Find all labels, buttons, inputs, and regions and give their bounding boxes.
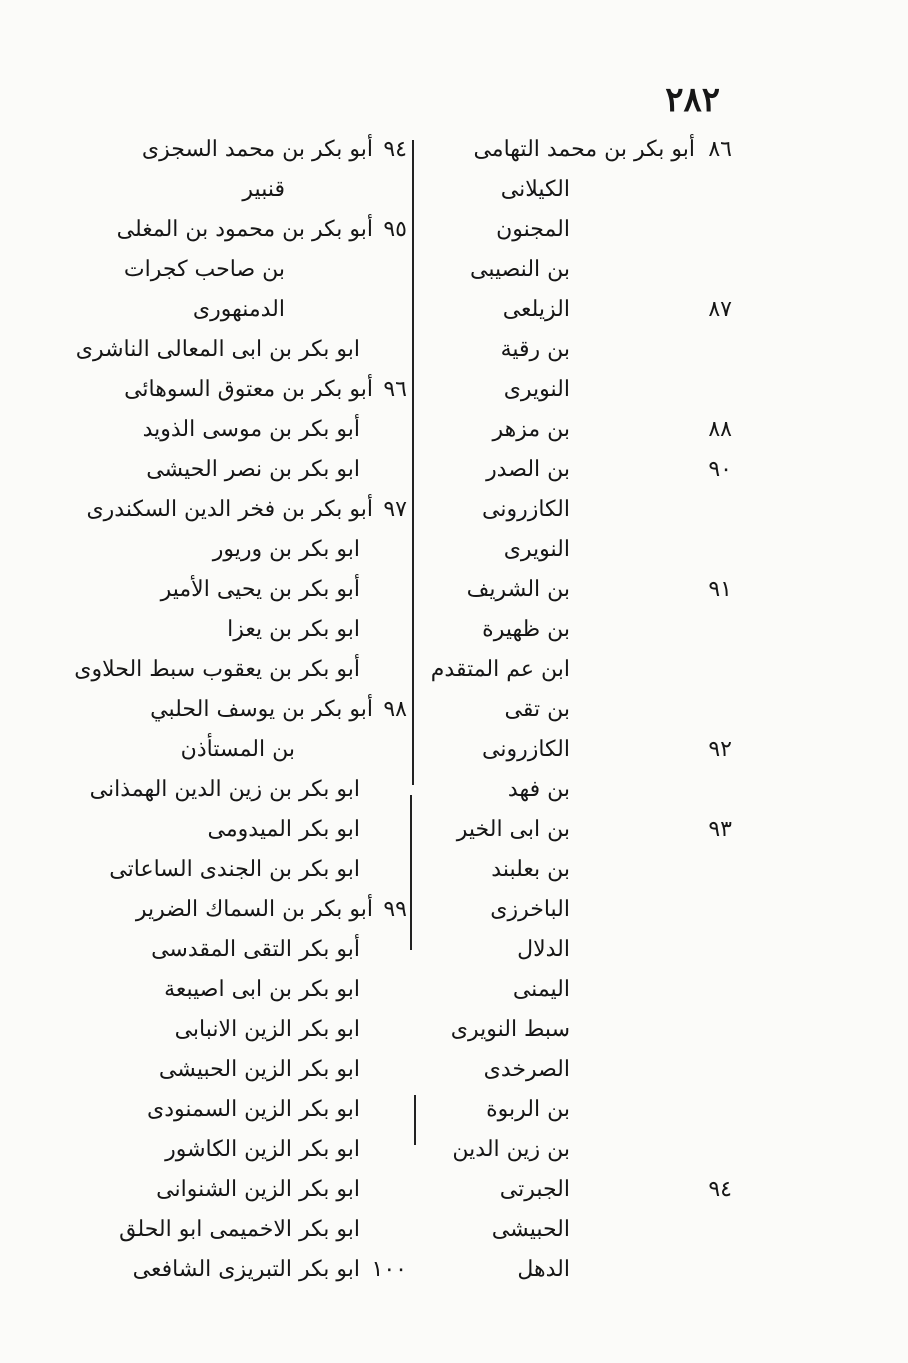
list-item	[440, 1250, 740, 1290]
entry-text: الكازرونى	[482, 737, 570, 762]
list-item	[70, 130, 415, 170]
entry-number: ٩٤	[383, 137, 407, 162]
list-item	[70, 770, 415, 810]
list-item	[440, 730, 740, 770]
entry-number: ٩٠	[708, 457, 732, 482]
entry-text: بن فهد	[507, 777, 570, 802]
entry-text: النويرى	[503, 377, 570, 402]
entry-text: الباخرزى	[490, 897, 570, 922]
entry-text: بن تقى	[504, 697, 570, 722]
entry-text: ابو بكر بن زين الدين الهمذانى	[89, 777, 360, 802]
entry-text: ابو بكر بن الجندى الساعاتى	[109, 857, 360, 882]
list-item	[70, 850, 415, 890]
list-item	[70, 570, 415, 610]
list-item	[440, 170, 740, 210]
entry-text: أبو بكر بن يحيى الأمير	[160, 577, 360, 602]
list-item	[440, 210, 740, 250]
list-item	[440, 1090, 740, 1130]
entry-text: ابو بكر الزين الكاشور	[165, 1137, 360, 1162]
list-item	[440, 490, 740, 530]
entry-text: أبو بكر بن السماك الضرير	[135, 897, 373, 922]
entry-text: ابو بكر الزين الشنوانى	[156, 1177, 360, 1202]
entry-text: ابو بكر التبريزى الشافعى	[132, 1257, 360, 1282]
entry-text: بن صاحب كجرات	[123, 257, 285, 282]
list-item	[70, 1010, 415, 1050]
entry-text: ابو بكر الميدومى	[207, 817, 360, 842]
list-item	[70, 650, 415, 690]
list-item	[430, 650, 740, 690]
entry-number: ٩١	[708, 577, 732, 602]
list-item	[440, 610, 740, 650]
list-item	[440, 1130, 740, 1170]
entry-text: أبو بكر بن معتوق السوهائى	[124, 377, 373, 402]
entry-text: ابو بكر بن وريور	[212, 537, 360, 562]
list-item	[440, 970, 740, 1010]
list-item	[70, 1170, 415, 1210]
list-item	[440, 1050, 740, 1090]
list-item	[440, 770, 740, 810]
entry-text: ابن عم المتقدم	[430, 657, 570, 682]
list-item	[70, 970, 415, 1010]
entry-text: الدمنهورى	[192, 297, 285, 322]
entry-text: ابو بكر بن يعزا	[227, 617, 360, 642]
list-item	[440, 850, 740, 890]
entry-text: بن بعلبند	[491, 857, 570, 882]
list-item	[440, 570, 740, 610]
entry-text: أبو بكر بن محمد التهامى	[473, 137, 695, 162]
entry-text: سبط النويرى	[450, 1017, 570, 1042]
list-item	[70, 330, 415, 370]
list-item	[440, 1210, 740, 1250]
list-item	[70, 250, 415, 290]
entry-text: أبو بكر بن محمود بن المغلى	[116, 217, 373, 242]
list-item	[70, 410, 415, 450]
list-item	[440, 1010, 740, 1050]
list-item	[70, 930, 415, 970]
list-item	[440, 330, 740, 370]
entry-text: أبو بكر بن محمد السجزى	[141, 137, 373, 162]
entry-text: الحبيشى	[491, 1217, 570, 1242]
entry-text: بن المستأذن	[180, 737, 295, 762]
list-item	[440, 530, 740, 570]
entry-number: ٩٧	[383, 497, 407, 522]
entry-text: النويرى	[503, 537, 570, 562]
entry-text: ابو بكر الاخميمى ابو الحلق	[119, 1217, 360, 1242]
entry-text: أبو بكر بن يوسف الحلبي	[150, 697, 373, 722]
list-item	[70, 530, 415, 570]
entry-text: بن مزهر	[492, 417, 570, 442]
list-item	[70, 450, 415, 490]
entry-number: ٩٩	[383, 897, 407, 922]
entry-text: بن ابى الخير	[456, 817, 570, 842]
entry-text: بن ظهيرة	[482, 617, 570, 642]
list-item	[440, 370, 740, 410]
entry-text: بن الشريف	[466, 577, 570, 602]
entry-text: أبو بكر بن يعقوب سبط الحلاوى	[74, 657, 360, 682]
entry-text: بن رقية	[500, 337, 570, 362]
entry-text: اليمنى	[512, 977, 570, 1002]
list-item	[440, 250, 740, 290]
entry-text: الكيلانى	[500, 177, 570, 202]
list-item	[70, 610, 415, 650]
list-item	[70, 210, 415, 250]
list-item	[70, 1130, 415, 1170]
entry-text: الدهل	[517, 1257, 570, 1282]
list-item	[440, 930, 740, 970]
entry-text: الدلال	[517, 937, 570, 962]
entry-text: الكازرونى	[482, 497, 570, 522]
list-item	[440, 290, 740, 330]
entry-text: ابو بكر بن ابى المعالى الناشرى	[75, 337, 360, 362]
entry-text: الجبرتى	[499, 1177, 570, 1202]
list-item	[70, 170, 415, 210]
list-item	[440, 810, 740, 850]
list-item	[70, 490, 415, 530]
list-item	[70, 690, 415, 730]
entry-number: ٩٦	[383, 377, 407, 402]
entry-text: ابو بكر الزين الحبيشى	[158, 1057, 360, 1082]
right-column	[430, 130, 740, 1290]
entry-text: أبو بكر بن موسى الذويد	[142, 417, 360, 442]
list-item	[70, 810, 415, 850]
entry-text: الزيلعى	[502, 297, 570, 322]
entry-number: ٨٧	[708, 297, 732, 322]
entry-text: المجنون	[496, 217, 570, 242]
left-column	[70, 130, 415, 1290]
page-number: ٢٨٢	[665, 80, 720, 120]
list-item	[70, 1210, 415, 1250]
entry-number: ٨٦	[708, 137, 732, 162]
list-item	[70, 290, 415, 330]
list-item	[70, 1050, 415, 1090]
entry-text: بن زين الدين	[452, 1137, 570, 1162]
entry-text: أبو بكر التقى المقدسى	[151, 937, 360, 962]
list-item	[70, 1250, 415, 1290]
list-item	[440, 690, 740, 730]
list-item	[70, 1090, 415, 1130]
entry-text: ابو بكر الزين السمنودى	[147, 1097, 360, 1122]
entry-number: ٩٤	[708, 1177, 732, 1202]
entry-text: بن النصيبى	[469, 257, 570, 282]
entry-number: ٩٣	[708, 817, 732, 842]
entry-text: بن الصدر	[486, 457, 570, 482]
list-item	[70, 370, 415, 410]
entry-number: ٩٥	[383, 217, 407, 242]
list-item	[70, 730, 415, 770]
list-item	[440, 890, 740, 930]
list-item	[440, 130, 740, 170]
list-item	[440, 450, 740, 490]
entry-number: ١٠٠	[371, 1257, 407, 1282]
entry-text: ابو بكر الزين الانبابى	[174, 1017, 360, 1042]
list-item	[440, 410, 740, 450]
list-item	[440, 1170, 740, 1210]
entry-number: ٨٨	[708, 417, 732, 442]
entry-text: أبو بكر بن فخر الدين السكندرى	[86, 497, 373, 522]
entry-number: ٩٢	[708, 737, 732, 762]
entry-text: قنبير	[242, 177, 285, 202]
list-item	[70, 890, 415, 930]
entry-text: ابو بكر بن نصر الحيشى	[146, 457, 360, 482]
entry-text: ابو بكر بن ابى اصيبعة	[164, 977, 360, 1002]
entry-text: الصرخدى	[483, 1057, 570, 1082]
entry-number: ٩٨	[383, 697, 407, 722]
entry-text: بن الربوة	[486, 1097, 570, 1122]
